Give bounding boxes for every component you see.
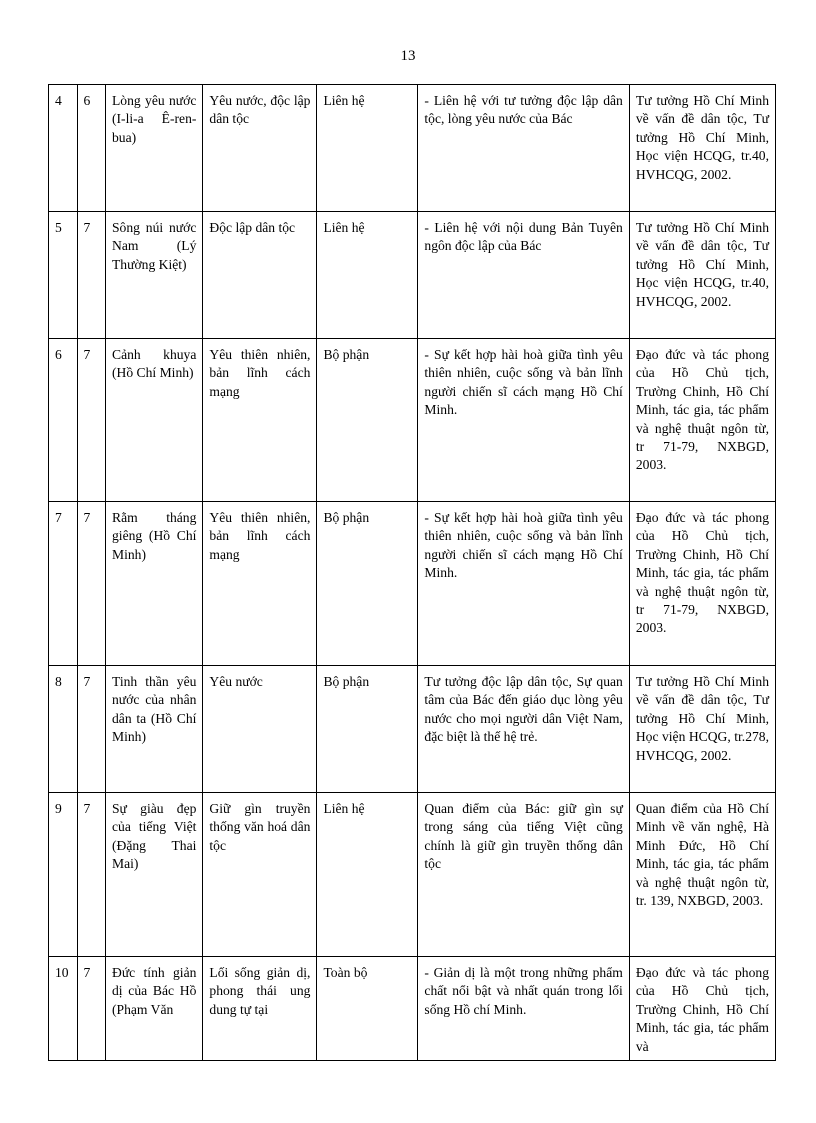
cell-content: Tư tưởng độc lập dân tộc, Sự quan tâm của Bác đến giáo dục lòng yêu nước cho mọi người dân Việt Nam, đặc biệt là thế hệ trẻ. [418,666,629,793]
cell-method: Bộ phận [317,666,418,793]
cell-reference: Đạo đức và tác phong của Hồ Chủ tịch, Trường Chinh, Hồ Chí Minh, tác gia, tác phẩm và nghệ thuật ngôn từ, tr 71-79, NXBGD, 2003. [629,339,775,502]
cell-title: Sự giàu đẹp của tiếng Việt (Đặng Thai Mai) [106,793,203,957]
cell-grade: 7 [77,339,106,502]
table-row [49,339,776,502]
cell-content: - Liên hệ với tư tưởng độc lập dân tộc, lòng yêu nước của Bác [418,85,629,212]
cell-title: Rằm tháng giêng (Hồ Chí Minh) [106,502,203,666]
cell-reference: Quan điểm của Hồ Chí Minh về văn nghệ, Hà Minh Đức, Hồ Chí Minh, tác gia, tác phẩm và nghệ thuật ngôn từ, tr. 139, NXBGD, 2003. [629,793,775,957]
cell-content: - Liên hệ với nội dung Bản Tuyên ngôn độc lập của Bác [418,212,629,339]
cell-grade: 7 [77,793,106,957]
cell-title: Cảnh khuya (Hồ Chí Minh) [106,339,203,502]
cell-theme: Độc lập dân tộc [203,212,317,339]
table-row [49,85,776,212]
cell-grade: 7 [77,212,106,339]
cell-number: 4 [49,85,78,212]
cell-title: Tinh thần yêu nước của nhân dân ta (Hồ Chí Minh) [106,666,203,793]
table-row [49,212,776,339]
cell-title: Đức tính giản dị của Bác Hồ (Phạm Văn [106,957,203,1061]
cell-grade: 7 [77,502,106,666]
cell-grade: 6 [77,85,106,212]
cell-reference: Tư tưởng Hồ Chí Minh về vấn đề dân tộc, Tư tưởng Hồ Chí Minh, Học viện HCQG, tr.278, HVHCQG, 2002. [629,666,775,793]
cell-content: - Sự kết hợp hài hoà giữa tình yêu thiên nhiên, cuộc sống và bản lĩnh người chiến sĩ cách mạng Hồ Chí Minh. [418,339,629,502]
cell-reference: Đạo đức và tác phong của Hồ Chủ tịch, Trường Chinh, Hồ Chí Minh, tác gia, tác phẩm và [629,957,775,1061]
table-row [49,793,776,957]
cell-number: 6 [49,339,78,502]
cell-theme: Yêu thiên nhiên, bản lĩnh cách mạng [203,339,317,502]
cell-method: Bộ phận [317,502,418,666]
cell-method: Liên hệ [317,212,418,339]
cell-title: Lòng yêu nước (I-li-a Ê-ren-bua) [106,85,203,212]
cell-number: 9 [49,793,78,957]
cell-method: Liên hệ [317,793,418,957]
cell-method: Toàn bộ [317,957,418,1061]
cell-content: Quan điểm của Bác: giữ gìn sự trong sáng của tiếng Việt cũng chính là giữ gìn truyền thống dân tộc [418,793,629,957]
table-row [49,502,776,666]
cell-content: - Sự kết hợp hài hoà giữa tình yêu thiên nhiên, cuộc sống và bản lĩnh người chiến sĩ cách mạng Hồ Chí Minh. [418,502,629,666]
table-row [49,666,776,793]
cell-method: Liên hệ [317,85,418,212]
cell-method: Bộ phận [317,339,418,502]
table-row [49,957,776,1061]
cell-reference: Đạo đức và tác phong của Hồ Chủ tịch, Trường Chinh, Hồ Chí Minh, tác gia, tác phẩm và nghệ thuật ngôn từ, tr 71-79, NXBGD, 2003. [629,502,775,666]
cell-number: 8 [49,666,78,793]
cell-theme: Lối sống giản dị, phong thái ung dung tự tại [203,957,317,1061]
cell-theme: Yêu thiên nhiên, bản lĩnh cách mạng [203,502,317,666]
page-number: 13 [400,48,416,64]
cell-grade: 7 [77,957,106,1061]
cell-theme: Giữ gìn truyền thống văn hoá dân tộc [203,793,317,957]
cell-number: 5 [49,212,78,339]
cell-number: 10 [49,957,78,1061]
lesson-table [48,84,776,1061]
cell-content: - Giản dị là một trong những phẩm chất nổi bật và nhất quán trong lối sống Hồ chí Minh. [418,957,629,1061]
cell-reference: Tư tưởng Hồ Chí Minh về vấn đề dân tộc, Tư tưởng Hồ Chí Minh, Học viện HCQG, tr.40, HVHCQG, 2002. [629,85,775,212]
cell-reference: Tư tưởng Hồ Chí Minh về vấn đề dân tộc, Tư tưởng Hồ Chí Minh, Học viện HCQG, tr.40, HVHCQG, 2002. [629,212,775,339]
cell-title: Sông núi nước Nam (Lý Thường Kiệt) [106,212,203,339]
cell-theme: Yêu nước, độc lập dân tộc [203,85,317,212]
cell-number: 7 [49,502,78,666]
cell-grade: 7 [77,666,106,793]
cell-theme: Yêu nước [203,666,317,793]
